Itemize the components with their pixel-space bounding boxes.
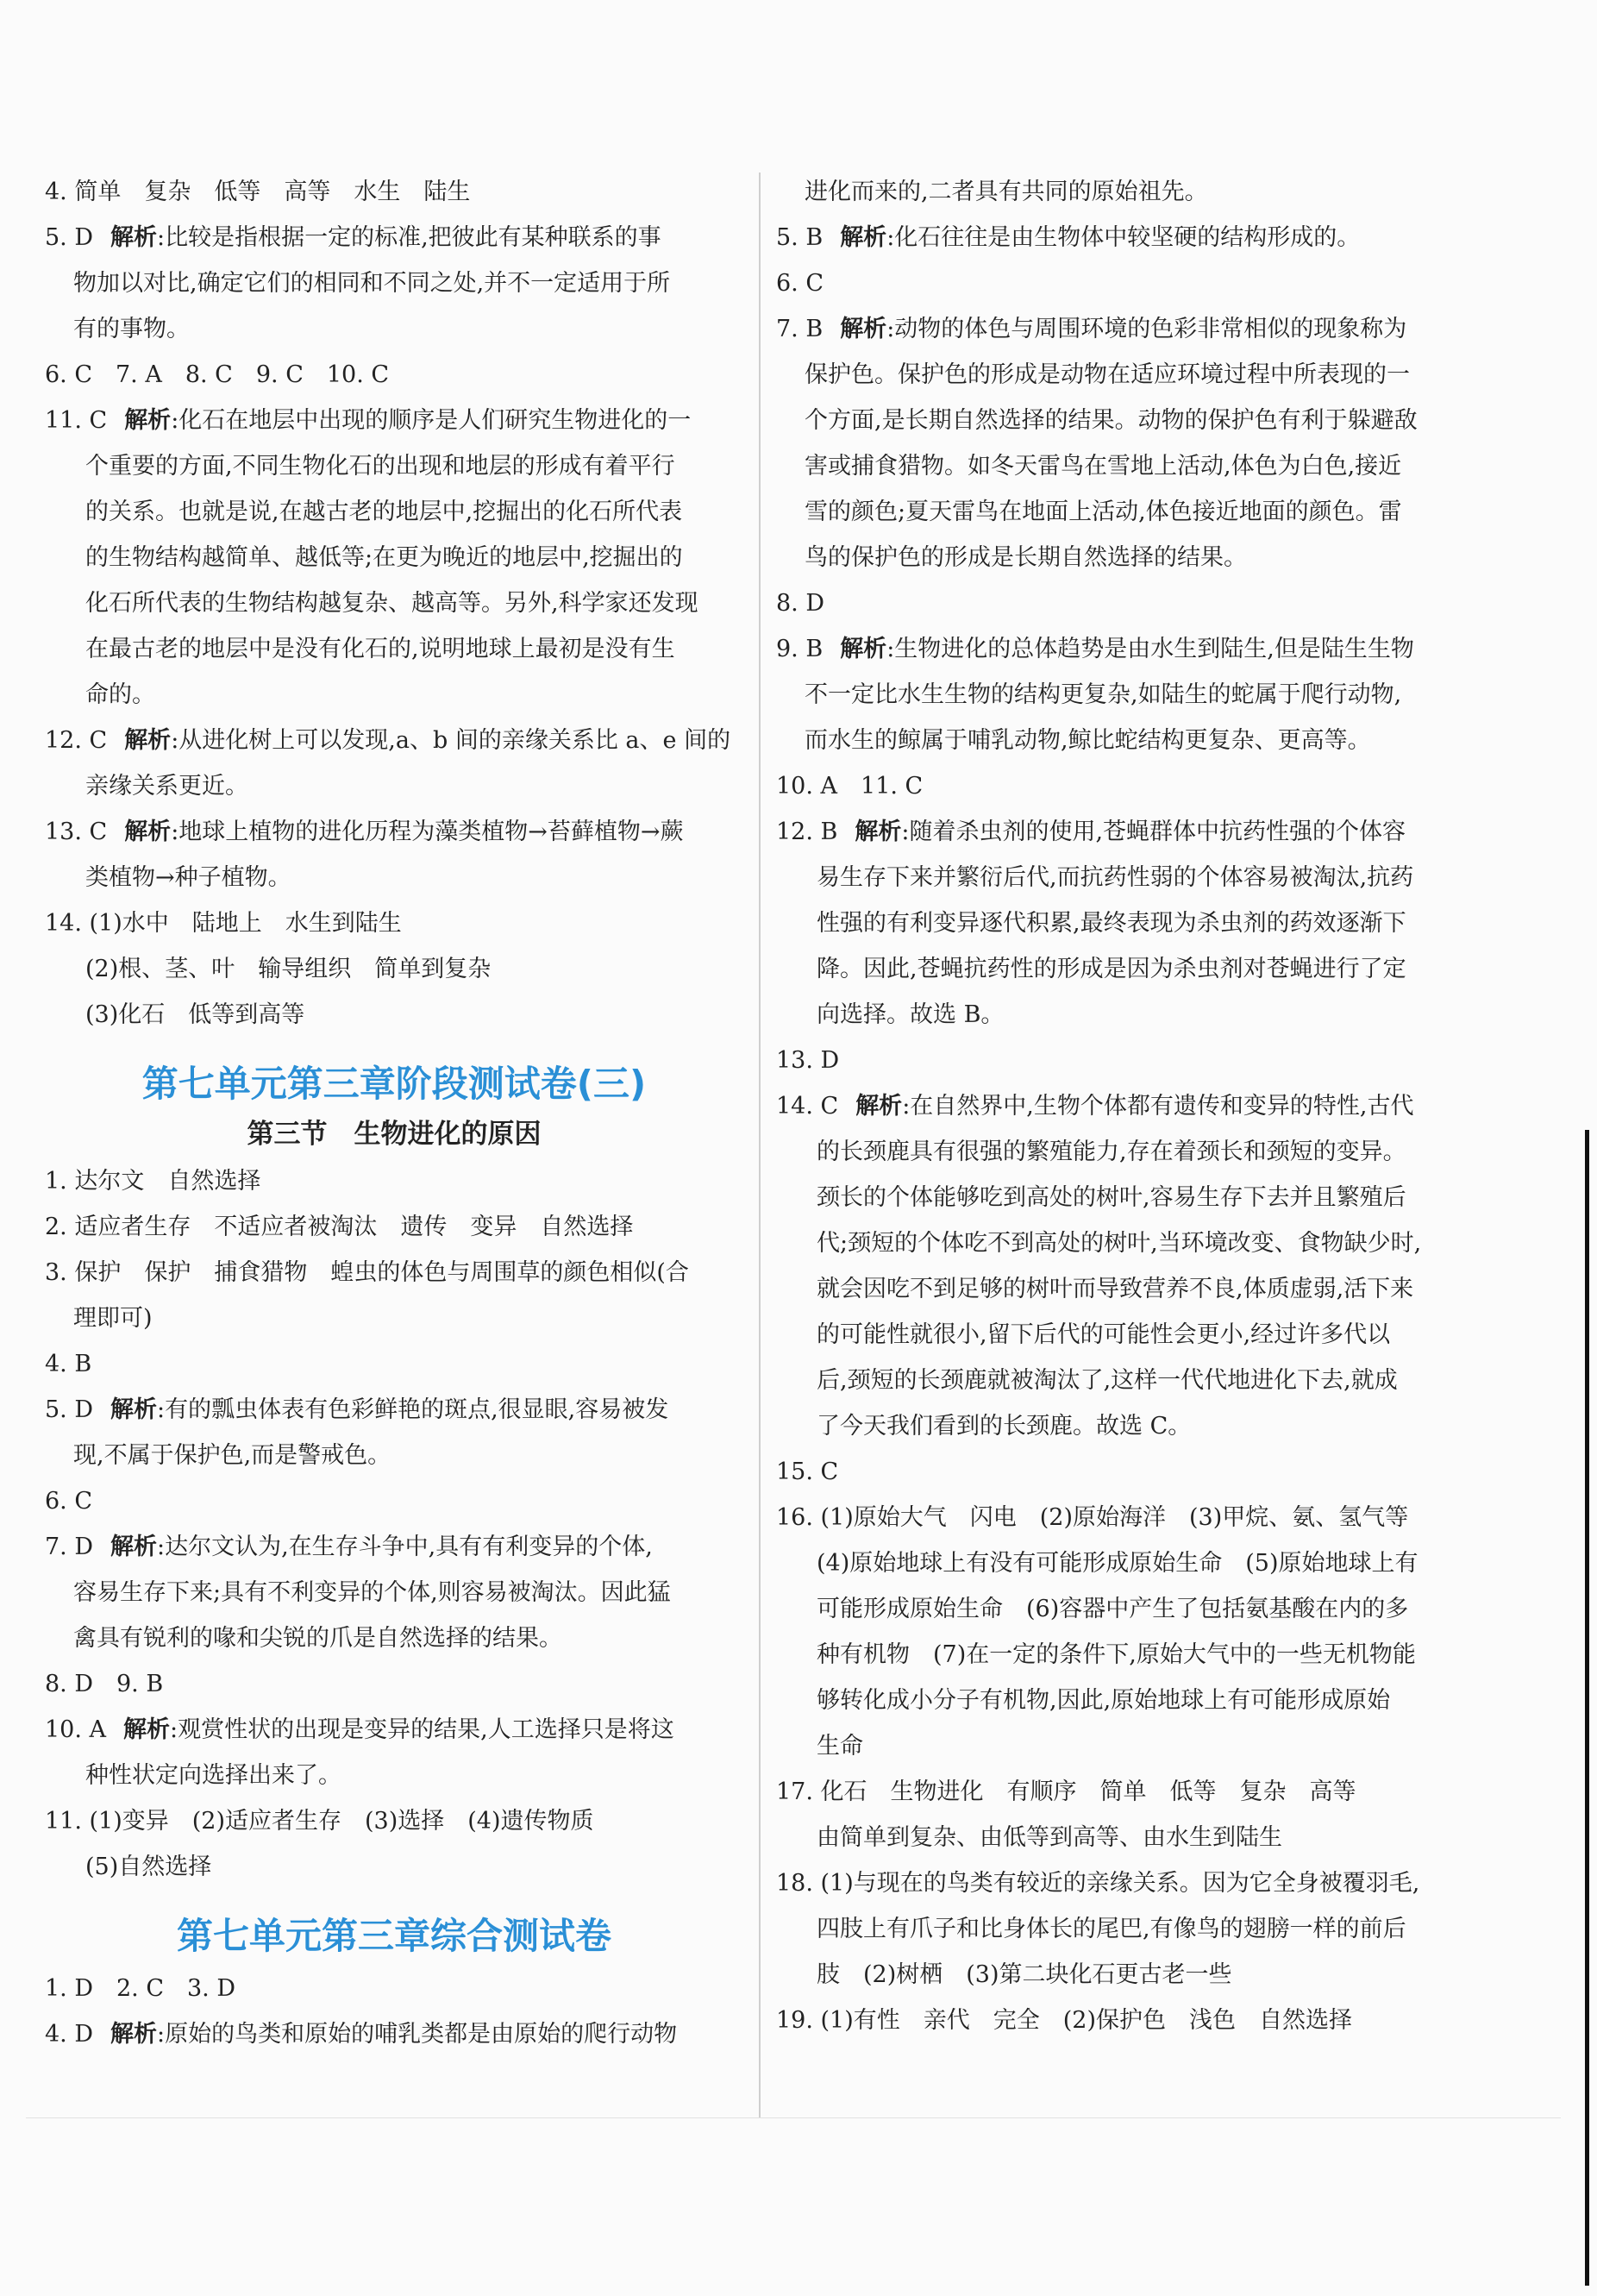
answer-item: 12. B 解析:随着杀虫剂的使用,苍蝇群体中抗药性强的个体容: [776, 819, 1406, 845]
answer-line: 的生物结构越简单、越低等;在更为晚近的地层中,挖掘出的: [85, 544, 683, 571]
analysis-label: 解析: [840, 224, 887, 251]
analysis-label: 解析: [110, 1396, 157, 1423]
answer-item: 5. B 解析:化石往往是由生物体中较坚硬的结构形成的。: [776, 224, 1361, 251]
answer-line: 颈长的个体能够吃到高处的树叶,容易生存下去并且繁殖后: [817, 1184, 1406, 1211]
answer-line: 鸟的保护色的形成是长期自然选择的结果。: [805, 544, 1247, 571]
answer-item: 19. (1)有性 亲代 完全 (2)保护色 浅色 自然选择: [776, 2007, 1353, 2034]
answer-line: 就会因吃不到足够的树叶而导致营养不良,体质虚弱,活下来: [817, 1276, 1414, 1302]
answer-item: 4. 简单 复杂 低等 高等 水生 陆生: [45, 179, 471, 205]
answer-item: 11. (1)变异 (2)适应者生存 (3)选择 (4)遗传物质: [45, 1808, 594, 1835]
left-column: [45, 169, 743, 2057]
answer-line: 够转化成小分子有机物,因此,原始地球上有可能形成原始: [817, 1687, 1391, 1714]
answer-item: 10. A 11. C: [776, 773, 924, 800]
analysis-label: 解析: [110, 224, 157, 251]
answer-line: 而水生的鲸属于哺乳动物,鲸比蛇结构更复杂、更高等。: [805, 727, 1371, 754]
answer-item: 6. C 7. A 8. C 9. C 10. C: [45, 361, 390, 388]
answer-line: 易生存下来并繁衍后代,而抗药性弱的个体容易被淘汰,抗药: [817, 864, 1414, 891]
answer-line: 现,不属于保护色,而是警戒色。: [73, 1442, 391, 1469]
answer-line: 害或捕食猎物。如冬天雷鸟在雪地上活动,体色为白色,接近: [805, 453, 1402, 480]
answer-item: 10. A 解析:观赏性状的出现是变异的结果,人工选择只是将这: [45, 1716, 674, 1743]
answer-line: 有的事物。: [73, 316, 190, 342]
answer-line: 四肢上有爪子和比身体长的尾巴,有像鸟的翅膀一样的前后: [817, 1916, 1406, 1942]
answer-line: 后,颈短的长颈鹿就被淘汰了,这样一代代地进化下去,就成: [817, 1367, 1398, 1394]
answer-item: 14. C 解析:在自然界中,生物个体都有遗传和变异的特性,古代: [776, 1093, 1414, 1120]
answer-item: 2. 适应者生存 不适应者被淘汰 遗传 变异 自然选择: [45, 1214, 634, 1240]
analysis-label: 解析: [110, 2021, 157, 2048]
answer-line: 进化而来的,二者具有共同的原始祖先。: [805, 179, 1208, 205]
answer-line: 个重要的方面,不同生物化石的出现和地层的形成有着平行: [85, 453, 675, 480]
answer-item: 9. B 解析:生物进化的总体趋势是由水生到陆生,但是陆生生物: [776, 636, 1414, 662]
answer-item: 8. D 9. B: [45, 1671, 164, 1697]
answer-item: 5. D 解析:有的瓢虫体表有色彩鲜艳的斑点,很显眼,容易被发: [45, 1396, 669, 1423]
answer-line: 种性状定向选择出来了。: [85, 1762, 341, 1789]
answer-item: 4. B: [45, 1351, 92, 1377]
answer-line: 保护色。保护色的形成是动物在适应环境过程中所表现的一: [805, 361, 1410, 388]
answer-line: 可能形成原始生命 (6)容器中产生了包括氨基酸在内的多: [817, 1596, 1409, 1622]
answer-item: 7. B 解析:动物的体色与周围环境的色彩非常相似的现象称为: [776, 316, 1407, 342]
analysis-label: 解析: [855, 1093, 903, 1120]
answer-line: 生命: [817, 1733, 863, 1760]
page-edge-shadow: [1585, 1130, 1589, 2286]
answer-line: 由简单到复杂、由低等到高等、由水生到陆生: [817, 1824, 1282, 1851]
answer-line: 不一定比水生生物的结构更复杂,如陆生的蛇属于爬行动物,: [805, 681, 1402, 708]
answer-item: 13. C 解析:地球上植物的进化历程为藻类植物→苔藓植物→蕨: [45, 819, 684, 845]
answer-line: (2)根、茎、叶 输导组织 简单到复杂: [85, 956, 492, 982]
analysis-label: 解析: [124, 819, 172, 845]
answer-item: 12. C 解析:从进化树上可以发现,a、b 间的亲缘关系比 a、e 间的: [45, 727, 731, 754]
analysis-label: 解析: [855, 819, 902, 845]
answer-line: 禽具有锐利的喙和尖锐的爪是自然选择的结果。: [73, 1625, 562, 1652]
answer-item: 3. 保护 保护 捕食猎物 蝗虫的体色与周围草的颜色相似(合: [45, 1259, 689, 1286]
answer-line: 亲缘关系更近。: [85, 773, 248, 800]
answer-item: 7. D 解析:达尔文认为,在生存斗争中,具有有利变异的个体,: [45, 1534, 653, 1560]
right-column: [776, 169, 1483, 2043]
answer-item: 14. (1)水中 陆地上 水生到陆生: [45, 910, 402, 937]
answer-line: 在最古老的地层中是没有化石的,说明地球上最初是没有生: [85, 636, 675, 662]
answer-line: 的可能性就很小,留下后代的可能性会更小,经过许多代以: [817, 1321, 1391, 1348]
column-divider: [759, 173, 761, 2117]
answer-line: 化石所代表的生物结构越复杂、越高等。另外,科学家还发现: [85, 590, 698, 617]
answer-item: 11. C 解析:化石在地层中出现的顺序是人们研究生物进化的一: [45, 407, 692, 434]
answer-line: 的长颈鹿具有很强的繁殖能力,存在着颈长和颈短的变异。: [817, 1139, 1406, 1165]
analysis-label: 解析: [124, 727, 172, 754]
section-title: 第七单元第三章阶段测试卷(三): [141, 1063, 647, 1105]
answer-line: 肢 (2)树栖 (3)第二块化石更古老一些: [817, 1961, 1232, 1988]
answer-item: 1. D 2. C 3. D: [45, 1975, 235, 2002]
answer-line: 性强的有利变异逐代积累,最终表现为杀虫剂的药效逐渐下: [817, 910, 1406, 937]
analysis-label: 解析: [840, 316, 887, 342]
analysis-label: 解析: [124, 407, 172, 434]
answer-line: 个方面,是长期自然选择的结果。动物的保护色有利于躲避敌: [805, 407, 1418, 434]
bottom-rule: [26, 2117, 1561, 2118]
answer-line: 代;颈短的个体吃不到高处的树叶,当环境改变、食物缺少时,: [817, 1230, 1422, 1257]
answer-line: 雪的颜色;夏天雷鸟在地面上活动,体色接近地面的颜色。雷: [805, 499, 1402, 525]
answer-item: 18. (1)与现在的鸟类有较近的亲缘关系。因为它全身被覆羽毛,: [776, 1870, 1420, 1897]
answer-line: 的关系。也就是说,在越古老的地层中,挖掘出的化石所代表: [85, 499, 683, 525]
answer-line: (5)自然选择: [85, 1854, 212, 1880]
answer-item: 13. D: [776, 1047, 840, 1074]
answer-item: 17. 化石 生物进化 有顺序 简单 低等 复杂 高等: [776, 1778, 1356, 1805]
answer-line: 类植物→种子植物。: [85, 864, 291, 891]
answer-item: 8. D: [776, 590, 824, 617]
answer-line: 容易生存下来;具有不利变异的个体,则容易被淘汰。因此猛: [73, 1579, 671, 1606]
answer-item: 15. C: [776, 1459, 839, 1485]
section-subtitle: 第三节 生物进化的原因: [247, 1119, 542, 1150]
answer-line: (4)原始地球上有没有可能形成原始生命 (5)原始地球上有: [817, 1550, 1419, 1577]
answer-line: 了今天我们看到的长颈鹿。故选 C。: [817, 1413, 1192, 1440]
answer-item: 4. D 解析:原始的鸟类和原始的哺乳类都是由原始的爬行动物: [45, 2021, 678, 2048]
answer-item: 5. D 解析:比较是指根据一定的标准,把彼此有某种联系的事: [45, 224, 661, 251]
section-title: 第七单元第三章综合测试卷: [176, 1915, 611, 1957]
answer-item: 1. 达尔文 自然选择: [45, 1168, 261, 1195]
analysis-label: 解析: [110, 1534, 157, 1560]
answer-line: (3)化石 低等到高等: [85, 1001, 305, 1028]
analysis-label: 解析: [840, 636, 887, 662]
analysis-label: 解析: [123, 1716, 171, 1743]
answer-line: 种有机物 (7)在一定的条件下,原始大气中的一些无机物能: [817, 1641, 1416, 1668]
answer-line: 命的。: [85, 681, 155, 708]
answer-line: 物加以对比,确定它们的相同和不同之处,并不一定适用于所: [73, 270, 671, 297]
answer-line: 降。因此,苍蝇抗药性的形成是因为杀虫剂对苍蝇进行了定: [817, 956, 1406, 982]
answer-item: 6. C: [776, 270, 824, 297]
answer-item: 6. C: [45, 1488, 93, 1515]
answer-item: 16. (1)原始大气 闪电 (2)原始海洋 (3)甲烷、氨、氢气等: [776, 1504, 1409, 1531]
answer-line: 理即可): [73, 1305, 153, 1332]
answer-line: 向选择。故选 B。: [817, 1001, 1005, 1028]
